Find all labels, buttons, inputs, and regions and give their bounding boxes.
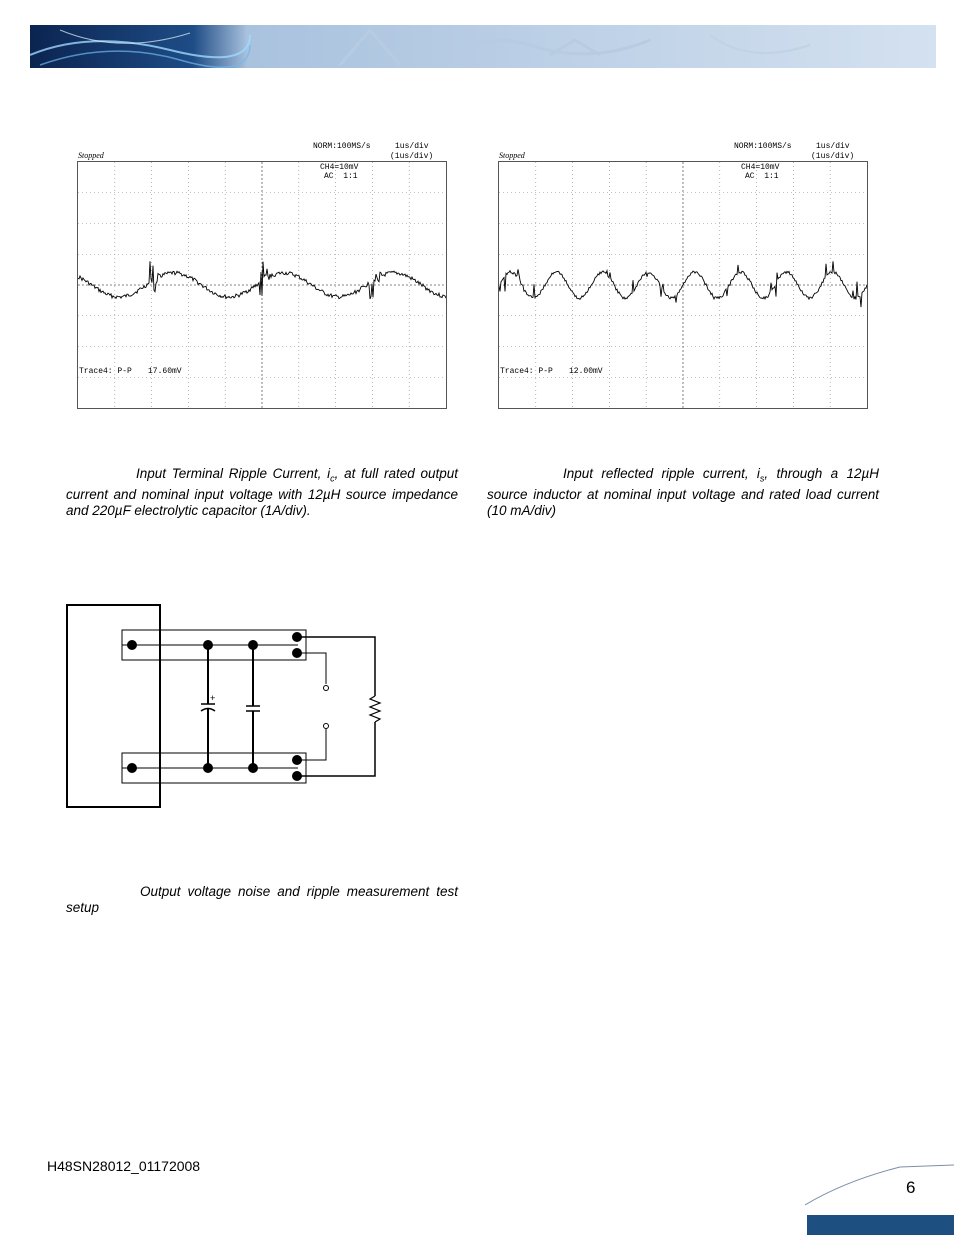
scope-coupling: AC 1:1: [745, 172, 779, 181]
scope-trace-label: Trace4: P-P: [500, 367, 553, 376]
scope-coupling: AC 1:1: [324, 172, 358, 181]
caption-right: [487, 466, 879, 519]
capacitor-plus-sign: +: [210, 693, 216, 703]
caption-right-rest: , through a 12µH source inductor at nominal input voltage and rated load current (10 mA/div): [487, 466, 880, 518]
converter-box: [67, 605, 160, 807]
caption-left: [66, 466, 458, 519]
caption-circuit-text: Output voltage noise and ripple measurement test setup: [66, 884, 458, 915]
banner-graphic: [30, 25, 936, 68]
load-resistor: [370, 696, 380, 722]
probe-point: [324, 724, 329, 729]
scope-timebase-sub: (1us/div): [811, 152, 855, 161]
caption-right-sub: s: [759, 473, 765, 484]
caption-right-prefix: Input reflected ripple current, i: [563, 466, 760, 481]
footer-decoration: [805, 1163, 954, 1235]
terminal-dot: [127, 640, 137, 650]
terminal-dot: [127, 763, 137, 773]
scope-grid: [77, 161, 447, 409]
scope-figure-right: [497, 140, 869, 410]
page-number: 6: [906, 1178, 916, 1197]
document-id: H48SN28012_01172008: [47, 1158, 201, 1174]
caption-left-sub: c: [330, 473, 335, 484]
scope-figure-left: [76, 140, 448, 410]
scope-sample-rate: NORM:100MS/s: [734, 142, 792, 151]
scope-trace-value: 17.60mV: [148, 367, 182, 376]
probe-point: [324, 686, 329, 691]
test-setup-circuit: [60, 598, 390, 813]
scope-channel: CH4=10mV: [741, 163, 780, 172]
scope-trace-label: Trace4: P-P: [79, 367, 132, 376]
caption-left-rest: , at full rated output current and nominal input voltage with 12µH source impedance and 220µF electrolytic capacitor (1A/div).: [66, 466, 459, 518]
ripple-trace: [499, 261, 867, 307]
scope-grid: [498, 161, 868, 409]
header-banner: [30, 25, 936, 68]
scope-status: Stopped: [78, 151, 104, 160]
scope-sample-rate: NORM:100MS/s: [313, 142, 371, 151]
scope-channel: CH4=10mV: [320, 163, 359, 172]
scope-timebase: 1us/div: [395, 142, 429, 151]
scope-timebase-sub: (1us/div): [390, 152, 434, 161]
scope-status: Stopped: [499, 151, 525, 160]
scope-timebase: 1us/div: [816, 142, 850, 151]
scope-trace-value: 12.00mV: [569, 367, 603, 376]
caption-left-prefix: Input Terminal Ripple Current, i: [136, 466, 331, 481]
caption-circuit: [66, 884, 458, 916]
